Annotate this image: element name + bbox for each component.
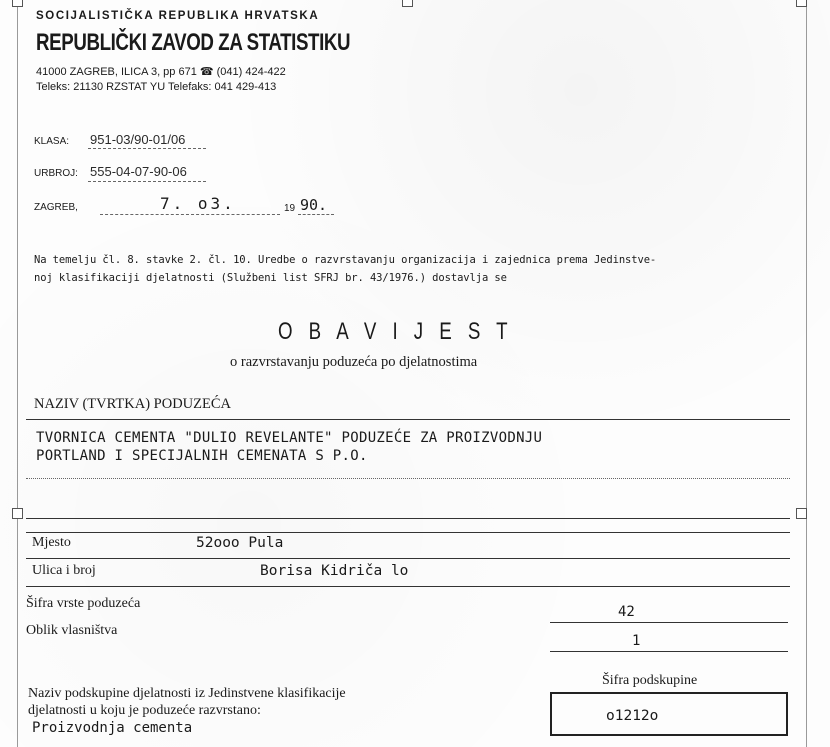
institute-name: REPUBLIČKI ZAVOD ZA STATISTIKU <box>36 29 351 56</box>
company-name-line-2: PORTLAND I SPECIJALNIH CEMENATA S P.O. <box>36 448 368 464</box>
company-name-line-1: TVORNICA CEMENTA "DULIO REVELANTE" PODUZEĆE ZA PROIZVODNJU <box>36 430 543 446</box>
page-left-edge <box>17 0 18 747</box>
rule-after-ulica <box>26 586 790 587</box>
republic-name: SOCIJALISTIČKA REPUBLIKA HRVATSKA <box>36 10 320 22</box>
institute-address: 41000 ZAGREB, ILICA 3, pp 671 ☎ (041) 424-422 <box>36 66 286 78</box>
ulica-value: Borisa Kidriča lo <box>260 563 409 579</box>
company-name-label: NAZIV (TVRTKA) PODUZEĆA <box>34 396 232 412</box>
urbroj-label: URBROJ: <box>34 168 78 179</box>
sifra-vrste-rule <box>550 622 788 623</box>
sifra-podskupine-value: o1212o <box>606 708 659 724</box>
date-day-month: 7. o3. <box>160 194 236 213</box>
mjesto-value: 52ooo Pula <box>196 535 284 551</box>
company-label-rule <box>26 419 790 420</box>
resize-handle-top-center[interactable] <box>402 0 413 7</box>
company-name-dotted-line <box>26 478 790 479</box>
oblik-value: 1 <box>632 633 641 649</box>
oblik-label: Oblik vlasništva <box>26 623 118 638</box>
oblik-rule <box>550 651 788 652</box>
year-dotted-line <box>298 214 334 215</box>
urbroj-dotted-line <box>88 181 206 182</box>
sifra-vrste-value: 42 <box>618 604 635 620</box>
sifra-podskupine-label: Šifra podskupine <box>602 673 698 688</box>
sifra-podskupine-box <box>550 692 788 736</box>
rule-before-mjesto <box>26 518 790 519</box>
resize-handle-top-right[interactable] <box>796 0 807 7</box>
podskupina-label-line-2: djelatnosti u koju je poduzeće razvrstano: <box>28 703 261 718</box>
podskupina-label-line-1: Naziv podskupine djelatnosti iz Jedinstvene klasifikacije <box>28 686 346 701</box>
resize-handle-middle-right[interactable] <box>796 508 807 519</box>
date-year-prefix: 19 <box>284 203 296 214</box>
date-dotted-line <box>100 214 280 215</box>
urbroj-value: 555-04-07-90-06 <box>90 164 187 179</box>
rule-after-mjesto <box>26 558 790 559</box>
date-year: 90. <box>300 196 328 214</box>
mjesto-label: Mjesto <box>32 535 71 550</box>
klasa-label: KLASA: <box>34 136 70 147</box>
institute-telex: Teleks: 21130 RZSTAT YU Telefaks: 041 429-413 <box>36 81 277 93</box>
resize-handle-middle-left[interactable] <box>12 508 23 519</box>
intro-line-1: Na temelju čl. 8. stavke 2. čl. 10. Uredbe o razvrstavanju organizacija i zajednica prema Jedinstve- <box>34 254 657 266</box>
rule-top-mjesto <box>26 532 790 533</box>
document-title: O B A V I J E S T <box>278 318 514 345</box>
klasa-dotted-line <box>88 148 206 149</box>
page-right-edge <box>806 0 807 747</box>
zagreb-label: ZAGREB, <box>34 202 78 213</box>
intro-line-2: noj klasifikaciji djelatnosti (Službeni list SFRJ br. 43/1976.) dostavlja se <box>34 272 507 284</box>
podskupina-value: Proizvodnja cementa <box>32 720 193 736</box>
resize-handle-top-left[interactable] <box>12 0 23 7</box>
document-subtitle: o razvrstavanju poduzeća po djelatnostima <box>230 354 478 370</box>
klasa-value: 951-03/90-01/06 <box>90 132 186 147</box>
sifra-vrste-label: Šifra vrste poduzeća <box>26 596 141 611</box>
ulica-label: Ulica i broj <box>32 563 96 578</box>
